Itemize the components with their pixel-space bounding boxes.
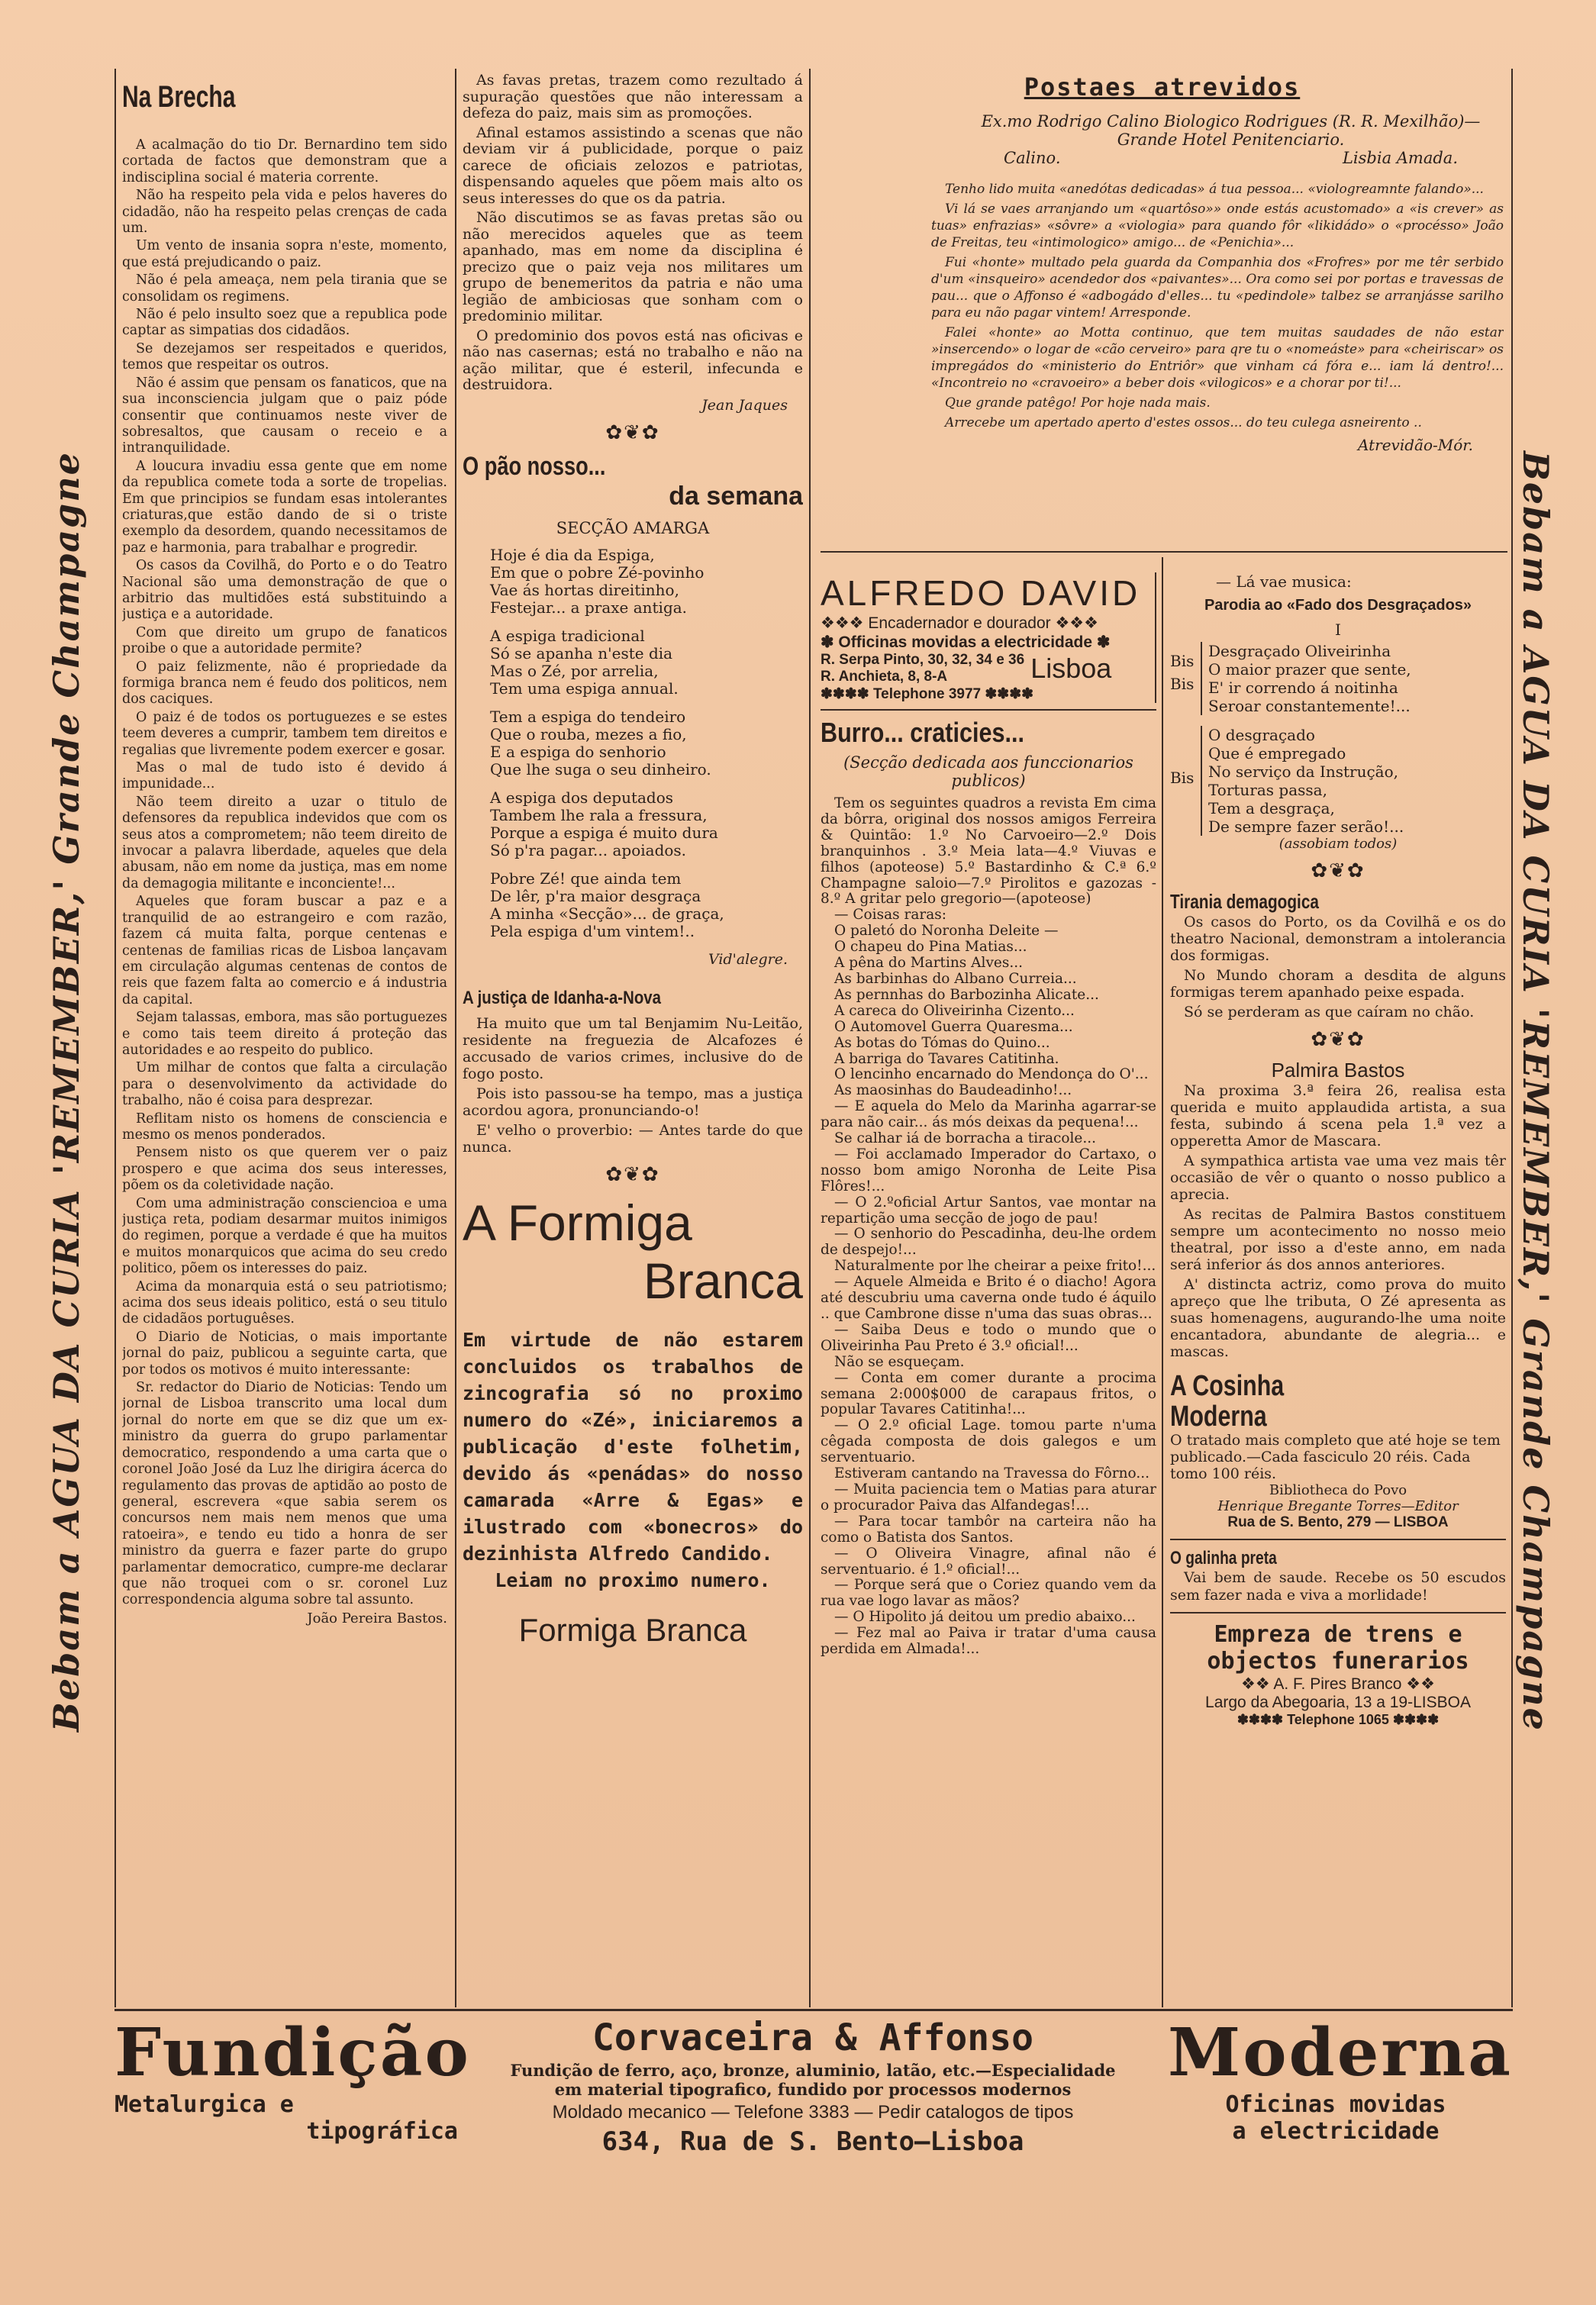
paragraph: O paletó do Noronha Deleite —: [834, 923, 1059, 940]
rule: [809, 69, 811, 2007]
paragraph: Estiveram cantando na Travessa do Fôrno...: [834, 1465, 1149, 1482]
column-4: [1170, 572, 1506, 2007]
rule: [114, 69, 116, 2007]
musica-stanza-2: [1201, 726, 1404, 836]
empreza-line3: ❖❖ A. F. Pires Branco ❖❖: [1241, 1675, 1435, 1693]
rule: [1170, 1539, 1506, 1540]
paragraph: A acalmação do tio Dr. Bernardino tem sido cortada de factos que demonstram que a indisciplina social é materia corrente.: [122, 137, 447, 185]
verse-line: Só se apanha n'este dia: [490, 643, 673, 662]
paragraph: — Muita paciencia tem o Matias para aturar o procurador Paiva das Alfandegas!...: [821, 1481, 1156, 1514]
tirania-body: [1170, 914, 1506, 1020]
formiga-footer: Formiga Branca: [518, 1611, 747, 1648]
verse-line: Porque a espiga é muito dura: [490, 823, 718, 842]
paragraph: Fui «honte» multado pela guarda da Companhia dos «Frofres» por me têr serbido d'um «insqueiro» acendedor dos «paivantes»... Ora como sei por portas e travessas de pau... que o Affonso é «adbogádo d'elles... tu «pedindole» talbez se arranjásse sarilho para eu não pagar vintem! Arresponde.: [931, 255, 1504, 321]
paragraph: A pêna do Martins Alves...: [834, 955, 1023, 972]
signature: João Pereira Bastos.: [307, 1610, 447, 1626]
article-title: Na Brecha: [122, 80, 236, 114]
formiga-body-2: Leiam no proximo numero.: [495, 1568, 771, 1591]
paragraph: Falei «honte» ao Motta continuo, que tem muitas saudades de não estar »insercendo» o logar de «cão cerveiro» para qre tu o «nomeáste» para «cheiriscar» os impregádos do «ministerio do Entriôr» que vinham cá fóra e... iam lá dentro!... «Incontreio no «cravoeiro» a beber dois «vilogicos» e a chorar por ti!...: [931, 325, 1504, 391]
bis-label: Bis: [1170, 652, 1195, 670]
paragraph: — E aquela do Melo da Marinha agarrar-se para não cair... ás mós deixas da pequena!...: [821, 1098, 1156, 1131]
verse-line: Torturas passa,: [1208, 781, 1327, 799]
formiga-title-2: Branca: [643, 1252, 803, 1309]
paragraph: Naturalmente por lhe cheirar a peixe frito!...: [834, 1258, 1156, 1275]
paragraph: O Diario de Noticias, o mais importante jornal do paiz, publicou a seguinte carta, que por todos os motivos é muito interessante:: [122, 1329, 447, 1378]
bis-label: Bis: [1170, 675, 1195, 693]
paragraph: A loucura invadiu essa gente que em nome da republica comete toda a sorte de tropelias. Em que principios se fundam esas intolerantes criaturas,que estão dando de si o triste exemplo da desordem, quando necessitamos de paz e harmonia, para trabalhar e progredir.: [122, 458, 447, 556]
verse-line: O maior prazer que sente,: [1208, 660, 1411, 679]
stanza: [490, 789, 803, 859]
cosinha-editor: Henrique Bregante Torres—Editor: [1217, 1498, 1459, 1514]
rule: [455, 69, 456, 2007]
palmira-title: Palmira Bastos: [1271, 1059, 1405, 1082]
paragraph: Que grande patêgo! Por hoje nada mais.: [945, 395, 1211, 411]
ornament: ✿❦✿: [1311, 1028, 1365, 1051]
paragraph: O predominio dos povos está nas oficivas e não nas casernas; está no trabalho e não na ação militar, que é esteril, infecunda e destruidora.: [463, 327, 803, 393]
paragraph: Acima da monarquia está o seu patriotismo; acima dos seus ideais politico, está o seu titulo de cidadãos portuguêses.: [122, 1278, 447, 1327]
alfredo-line3: R. Serpa Pinto, 30, 32, 34 e 36: [821, 652, 1025, 668]
galinha-title: O galinha preta: [1170, 1548, 1277, 1568]
paragraph: Ha muito que um tal Benjamim Nu-Leitão, residente na freguezia de Alcafozes é accusado de varios crimes, inclusive do de fogo posto.: [463, 1014, 803, 1082]
paragraph: As barbinhas do Albano Curreia...: [834, 970, 1077, 987]
paragraph: — Saiba Deus e todo o mundo que o Oliveirinha Pau Preto é 3.º oficial!...: [821, 1321, 1156, 1354]
paragraph: Só se perderam as que caíram no chão.: [1184, 1004, 1475, 1020]
paragraph: Não se esqueçam.: [834, 1353, 965, 1370]
paragraph: — Foi acclamado Imperador do Cartaxo, o nosso bom amigo Noronha de Leite Pisa Flôres!...: [821, 1146, 1156, 1194]
postaes-title: Postaes atrevidos: [1024, 73, 1301, 102]
paragraph: Os casos da Covilhã, do Porto e o do Teatro Nacional são uma demonstração de que o arbitrio das multidões está substituindo a justiça e a autoridade.: [122, 558, 447, 623]
verse-line: No serviço da Instrução,: [1208, 762, 1398, 781]
paragraph: Os casos do Porto, os da Covilhã e os do theatro Nacional, demonstram a intolerancia dos formigas.: [1170, 914, 1506, 964]
paragraph: — Para tocar tambôr na carteira não ha como o Batista dos Santos.: [821, 1513, 1156, 1546]
postaes-body: [931, 181, 1504, 431]
paragraph: — Fez mal ao Paiva ir tratar d'uma causa perdida em Almada!...: [821, 1625, 1156, 1658]
ornament: ✿❦✿: [605, 1162, 660, 1186]
banner-center-line4: 634, Rua de S. Bento—Lisboa: [601, 2126, 1024, 2157]
paragraph: Pois isto passou-se ha tempo, mas a justiça acordou agora, pronunciando-o!: [463, 1085, 803, 1119]
banner-center-title: Corvaceira & Affonso: [592, 2016, 1033, 2059]
paragraph: Arrecebe um apertado aperto d'estes ossos... do teu culega asneirento ..: [945, 415, 1422, 430]
verse-line: Que o rouba, mezes a fio,: [490, 724, 687, 743]
paragraph: — Conta em comer durante a procima semana 2:000$000 de carapaus fritos, o popular Tavares Catitinha!...: [821, 1369, 1156, 1418]
signature: Vid'alegre.: [708, 950, 788, 968]
banner-left-sub1: Metalurgica e: [114, 2091, 294, 2118]
paragraph: Sejam talassas, embora, mas são portuguezes e como tais teem direito á proteção das autoridades e ao respeito do publico.: [122, 1010, 447, 1058]
alfredo-ad: [821, 572, 1156, 703]
verse-line: Vae ás hortas direitinho,: [490, 580, 679, 599]
paragraph: Sr. redactor do Diario de Noticias: Tendo um jornal de Lisboa transcrito uma local dum jornal do norte em que se diz que um ex-ministro da guerra do grupo parlamentar democratico, respondendo a uma carta que o coronel João José da Luz lhe dirigira ácerca do regulamento das provas de aptidão ao posto de general, escrevera «que sabia serem os concursos nem mais nem menos que uma ratoeira», e tendo eu tido a honra de ser ministro da guerra e fazer parte do grupo parlamentar democratico, cumpre-me declarar que não troquei com o sr. coronel Luz correspondencia alguma sobre tal assunto.: [122, 1380, 447, 1608]
verse-line: E a espiga do senhorio: [490, 742, 666, 761]
paragraph: Mas o mal de tudo isto é devido á impunidade...: [122, 760, 447, 792]
galinha-text: Vai bem de saude. Recebe os 50 escudos sem fazer nada e viva a morlidade!: [1170, 1569, 1506, 1604]
article-body: [122, 137, 447, 1609]
bis-label: Bis: [1170, 769, 1195, 787]
paragraph: Um vento de insania sopra n'este, momento, que está prejudicando o paiz.: [122, 238, 447, 270]
poem: [463, 546, 803, 940]
verse-line: Festejar... a praxe antiga.: [490, 598, 688, 617]
banner-left-sub2: tipográfica: [306, 2118, 458, 2145]
verse-line: A espiga tradicional: [490, 626, 645, 645]
empreza-line4: Largo da Abegoaria, 13 a 19-LISBOA: [1205, 1694, 1471, 1711]
stanza: [490, 627, 803, 698]
cosinha-text: O tratado mais completo que até hoje se tem publicado.—Cada fasciculo 20 réis. Cada tomo 100 réis.: [1170, 1432, 1501, 1482]
column-3: [821, 572, 1156, 2007]
cosinha-bib: Bibliotheca do Povo: [1269, 1482, 1407, 1498]
alfredo-name: ALFREDO DAVID: [821, 573, 1141, 613]
paragraph: Aqueles que foram buscar a paz e a tranquilid de ao estrangeiro e com razão, fazem cá muita falta, porque centenas e centenas de familias ricas de Lisboa lançavam em circulação algumas centenas de contos de reis que fazem falta ao comercio e á industria da capital.: [122, 894, 447, 1007]
alfredo-line1: ❖❖❖ Encadernador e dourador ❖❖❖: [821, 614, 1098, 632]
justica-body: [463, 1015, 803, 1156]
paragraph: Pensem nisto os que querem ver o paiz prospero e que acima dos seus interesses, põem os da coletividade nação.: [122, 1145, 447, 1194]
alfredo-phone: ✽✽✽✽ Telephone 3977 ✽✽✽✽: [821, 686, 1034, 702]
musica-num: I: [1335, 621, 1341, 639]
musica-title: Parodia ao «Fado dos Desgraçados»: [1204, 597, 1472, 614]
postaes-addr-3: Lisbia Amada.: [1342, 149, 1458, 167]
favas-pretas-body: [463, 73, 803, 394]
burro-subtitle: (Secção dedicada aos funccionarios publicos): [843, 753, 1133, 790]
paragraph: Não é assim que pensam os fanaticos, que na sua inconsciencia julgam que o paiz póde consentir que continuamos neste viver de sobresaltos, que causam o receio e a intranquilidade.: [122, 375, 447, 456]
paragraph: Não é pela ameaça, nem pela tirania que se consolidam os regimens.: [122, 272, 447, 305]
rule: [1511, 69, 1513, 2007]
paragraph: Reflitam nisto os homens de consciencia e mesmo os menos ponderados.: [122, 1111, 447, 1143]
paragraph: Com uma administração consciencioa e uma justiça reta, podiam desarmar muitos inimigos do regimen, porque a verdade é que ha muitos e muitos monarquicos que acima do seu credo politico, põem os interesses do paiz.: [122, 1195, 447, 1277]
rule: [114, 2009, 1513, 2011]
postaes-addr-2: Calino.: [1004, 149, 1061, 167]
ornament: ✿❦✿: [605, 421, 660, 444]
verse-line: Mas o Zé, por arrelia,: [490, 661, 659, 680]
rule: [1170, 1612, 1506, 1614]
justica-title: A justiça de Idanha-a-Nova: [463, 987, 661, 1008]
paragraph: — Aquele Almeida e Brito é o diacho! Agora até descubriu uma caverna onde tudo é áquilo .. que Cambrone disse n'uma das suas obras...: [821, 1274, 1156, 1322]
paragraph: As pernnhas do Barbozinha Alicate...: [834, 986, 1099, 1003]
banner-right-sub2: a electricidade: [1232, 2118, 1440, 2145]
signature: Jean Jaques: [701, 396, 788, 414]
paragraph: Não é pelo insulto soez que a republica pode captar as simpatias dos cidadãos.: [122, 307, 447, 339]
rule: [1162, 557, 1163, 2007]
paragraph: — O Oliveira Vinagre, afinal não é serventuario. é 1.º oficial!...: [821, 1545, 1156, 1578]
paragraph: A' distincta actriz, como prova do muito apreço que lhe tributa, O Zé apresenta as suas homenagens, augurando-lhe uma noite encantadora, abundante de alegria... e mascas.: [1170, 1276, 1506, 1360]
musica-stanza-1: [1201, 642, 1411, 715]
stanza: [490, 708, 803, 779]
verse-line: Seroar constantemente!...: [1208, 697, 1411, 715]
banner-right-sub1: Oficinas movidas: [1225, 2091, 1446, 2118]
verse-line: Só p'ra pagar... apoiados.: [490, 840, 687, 859]
formiga-body: Em virtude de não estarem concluidos os trabalhos de zincografia só no proximo numero do «Zé», iniciaremos a publicação d'este folhetim, devido ás «penádas» do nosso camarada «Arre & Egas» e ilustrado com «bonecros» do dezinhista Alfredo Candido.: [463, 1328, 803, 1565]
pao-title: O pão nosso...: [463, 451, 606, 481]
column-2: [463, 73, 803, 2004]
paragraph: O chapeu do Pina Matias...: [834, 939, 1027, 956]
paragraph: — O 2.ºoficial Artur Santos, vae montar na repartição uma secção de jogo de pau!: [821, 1194, 1156, 1227]
paragraph: Se calhar iá de borracha a tiracole...: [834, 1130, 1096, 1147]
banner-right-word: Moderna: [1168, 2014, 1513, 2091]
seccao-amarga: SECÇÃO AMARGA: [556, 518, 710, 537]
postaes-addr: Ex.mo Rodrigo Calino Biologico Rodrigues (R. R. Mexilhão)—Grande Hotel Penitenciario.: [981, 112, 1481, 149]
banner-center-line3: Moldado mecanico — Telefone 3383 — Pedir catalogos de tipos: [552, 2102, 1074, 2123]
verse-line: Que é empregado: [1208, 744, 1346, 762]
paragraph: O lencinho encarnado do Mendonça do O'...: [834, 1066, 1149, 1083]
verse-line: Desgraçado Oliveirinha: [1208, 642, 1391, 660]
musica-head: — Lá vae musica:: [1216, 572, 1352, 591]
paragraph: A careca do Oliveirinha Cizento...: [834, 1002, 1075, 1019]
cosinha-addr: Rua de S. Bento, 279 — LISBOA: [1227, 1514, 1449, 1530]
stanza: [490, 546, 803, 617]
verse-line: Pela espiga d'um vintem!..: [490, 921, 695, 940]
empreza-line5: ✽✽✽✽ Telephone 1065 ✽✽✽✽: [1236, 1712, 1440, 1727]
right-side-ad: Bebam a AGUA DA CURIA 'REMEMBER,' Grande Champagne: [1515, 451, 1556, 1732]
ornament: ✿❦✿: [1311, 859, 1365, 882]
banner-center-line2: em material tipografico, fundido por processos modernos: [554, 2080, 1072, 2099]
verse-line: Em que o pobre Zé-povinho: [490, 563, 704, 582]
paragraph: A sympathica artista vae uma vez mais têr occasião de vêr o quanto o nosso publico a aprecia.: [1170, 1152, 1506, 1203]
banner-left-word: Fundição: [114, 2014, 471, 2091]
bottom-banner-ad: [114, 2014, 1513, 2175]
verse-line: De sempre fazer serão!...: [1208, 817, 1404, 836]
paragraph: Não discutimos se as favas pretas são ou não merecidos aqueles que as teem apanhado, mas em nome da disciplina é precizo que o paiz veja nos militares um grupo de benemeritos da patria e não uma legião de ambiciosas que sonham com o predominio militar.: [463, 209, 803, 324]
paragraph: — Porque será que o Coriez quando vem da rua vae logo lavar as mãos?: [821, 1577, 1156, 1610]
stanza: [490, 870, 803, 940]
paragraph: Na proxima 3.ª feira 26, realisa esta querida e muito applaudida artista, a sua festa, subindo á scena pela 1.ª vez a opperetta Amor de Mascara.: [1170, 1082, 1506, 1149]
pao-subtitle: da semana: [669, 481, 803, 511]
postaes-section: [821, 73, 1504, 550]
paragraph: — O Hipolito já deitou um predio abaixo...: [834, 1609, 1136, 1626]
verse-line: Que lhe suga o seu dinheiro.: [490, 759, 711, 779]
musica-footer: (assobiam todos): [1278, 836, 1398, 852]
verse-line: De lêr, p'ra maior desgraça: [490, 886, 701, 905]
paragraph: Tenho lido muita «anedótas dedicadas» á tua pessoa... «viologreamnte falando»...: [945, 182, 1484, 197]
paragraph: As botas do Tómas do Quino...: [834, 1034, 1050, 1051]
empreza-line2: objectos funerarios: [1207, 1648, 1469, 1675]
left-side-ad: Bebam a AGUA DA CURIA 'REMEMBER,' Grande Champagne: [46, 451, 87, 1732]
paragraph: Tem os seguintes quadros a revista Em cima da bôrra, original dos nossos amigos Ferreira & Quintão: 1.º No Carvoeiro—2.º Dois branquinhos . 3.º Meia lata—4.º Viuvas e filhos (apoteose) 5.º Bastardinho & C.ª 6.º Champagne saloio—7.º Pirolitos e gazozas - 8.º A gritar pelo gregorio—(apoteose): [821, 795, 1156, 907]
verse-line: A minha «Secção»... de graça,: [490, 904, 724, 923]
paragraph: O paiz é de todos os portuguezes e se estes teem deveres a cumprir, tambem tem direitos e regalias que livremente podem exercer e gosar.: [122, 709, 447, 758]
palmira-body: [1170, 1082, 1506, 1360]
paragraph: Não teem direito a uzar o titulo de defensores da republica indevidos que com os seus atos a comprometem; não teem direito de invocar a palavra liberdade, aqueles que dela abusam, não em nome da justiça, mas em nome da demagogia militante e inconciente!...: [122, 794, 447, 891]
paragraph: Se dezejamos ser respeitados e queridos, temos que respeitar os outros.: [122, 340, 447, 373]
paragraph: No Mundo choram a desdita de alguns formigas terem apanhado peixe espada.: [1170, 967, 1506, 1001]
paragraph: O paiz felizmente, não é propriedade da formiga branca nem é feudo dos politicos, nem dos caciques.: [122, 659, 447, 708]
formiga-title-1: A Formiga: [463, 1194, 692, 1251]
cosinha-title: A Cosinha Moderna: [1170, 1370, 1285, 1433]
verse-line: E' ir correndo á noitinha: [1208, 679, 1398, 697]
rule: [821, 551, 1507, 553]
empreza-line1: Empreza de trens e: [1214, 1621, 1462, 1648]
alfredo-line4: R. Anchieta, 8, 8-A: [821, 669, 948, 685]
verse-line: Tem uma espiga annual.: [490, 679, 679, 698]
alfredo-line2: ✽ Officinas movidas a electricidade ✽: [821, 633, 1111, 651]
paragraph: As favas pretas, trazem como rezultado á supuração questões que não interessam a defeza do paiz, mais sim as promoções.: [463, 73, 803, 121]
paragraph: Um milhar de contos que falta a circulação para o desenvolvimento da actividade do trabalho, não é coisa para desprezar.: [122, 1060, 447, 1109]
burro-body: [821, 796, 1156, 1658]
column-na-brecha: [122, 73, 447, 2004]
rule: [821, 709, 1156, 711]
paragraph: — O senhorio do Pescadinha, deu-lhe ordem de despejo!...: [821, 1226, 1156, 1259]
verse-line: Tem a desgraça,: [1208, 799, 1335, 817]
paragraph: Não ha respeito pela vida e pelos haveres do cidadão, não ha respeito pelas crenças de cada um.: [122, 188, 447, 237]
signature: Atrevidão-Mór.: [1358, 436, 1473, 454]
paragraph: Com que direito um grupo de fanaticos proibe o que a autoridade permite?: [122, 624, 447, 657]
verse-line: Pobre Zé! que ainda tem: [490, 869, 682, 888]
paragraph: O Automovel Guerra Quaresma...: [834, 1018, 1073, 1035]
banner-center-line1: Fundição de ferro, aço, bronze, aluminio, latão, etc.—Especialidade: [510, 2061, 1116, 2080]
verse-line: Tem a espiga do tendeiro: [490, 707, 686, 726]
alfredo-city: Lisboa: [1030, 653, 1112, 684]
paragraph: As maosinhas do Baudeadinho!...: [834, 1082, 1072, 1099]
paragraph: As recitas de Palmira Bastos constituem sempre um acontecimento no nosso meio theatral, por isso a d'este anno, em nada será inferior ás dos annos anteriores.: [1170, 1206, 1506, 1273]
verse-line: O desgraçado: [1208, 726, 1315, 744]
paragraph: — O 2.º oficial Lage. tomou parte n'uma cêgada composta de dois galegos e um serventuario.: [821, 1417, 1156, 1466]
verse-line: Tambem lhe rala a fressura,: [490, 805, 708, 824]
tirania-title: Tirania demagogica: [1170, 890, 1319, 913]
paragraph: E' velho o proverbio: — Antes tarde do que nunca.: [463, 1121, 803, 1156]
paragraph: Afinal estamos assistindo a scenas que não deviam vir á publicidade, porque o paiz carece de oficiais zelozos e patriotas, dispensando aqueles que põem mais alto os seus interesses do que os da patria.: [463, 124, 803, 207]
paragraph: A barriga do Tavares Catitinha.: [834, 1050, 1059, 1067]
paragraph: — Coisas raras:: [834, 907, 946, 924]
verse-line: Hoje é dia da Espiga,: [490, 545, 655, 564]
burro-title: Burro... craticies...: [821, 717, 1025, 748]
verse-line: A espiga dos deputados: [490, 788, 674, 807]
paragraph: Vi lá se vaes arranjando um «quartôso»» onde estás acustomado» a «is crever» as tuas» enfrazias» «sôvre» a «viologia» para quando fôr «likidádo» o «procésso» João de Freitas, teu «intimologico» amigo... de «Penichia»...: [931, 201, 1504, 250]
